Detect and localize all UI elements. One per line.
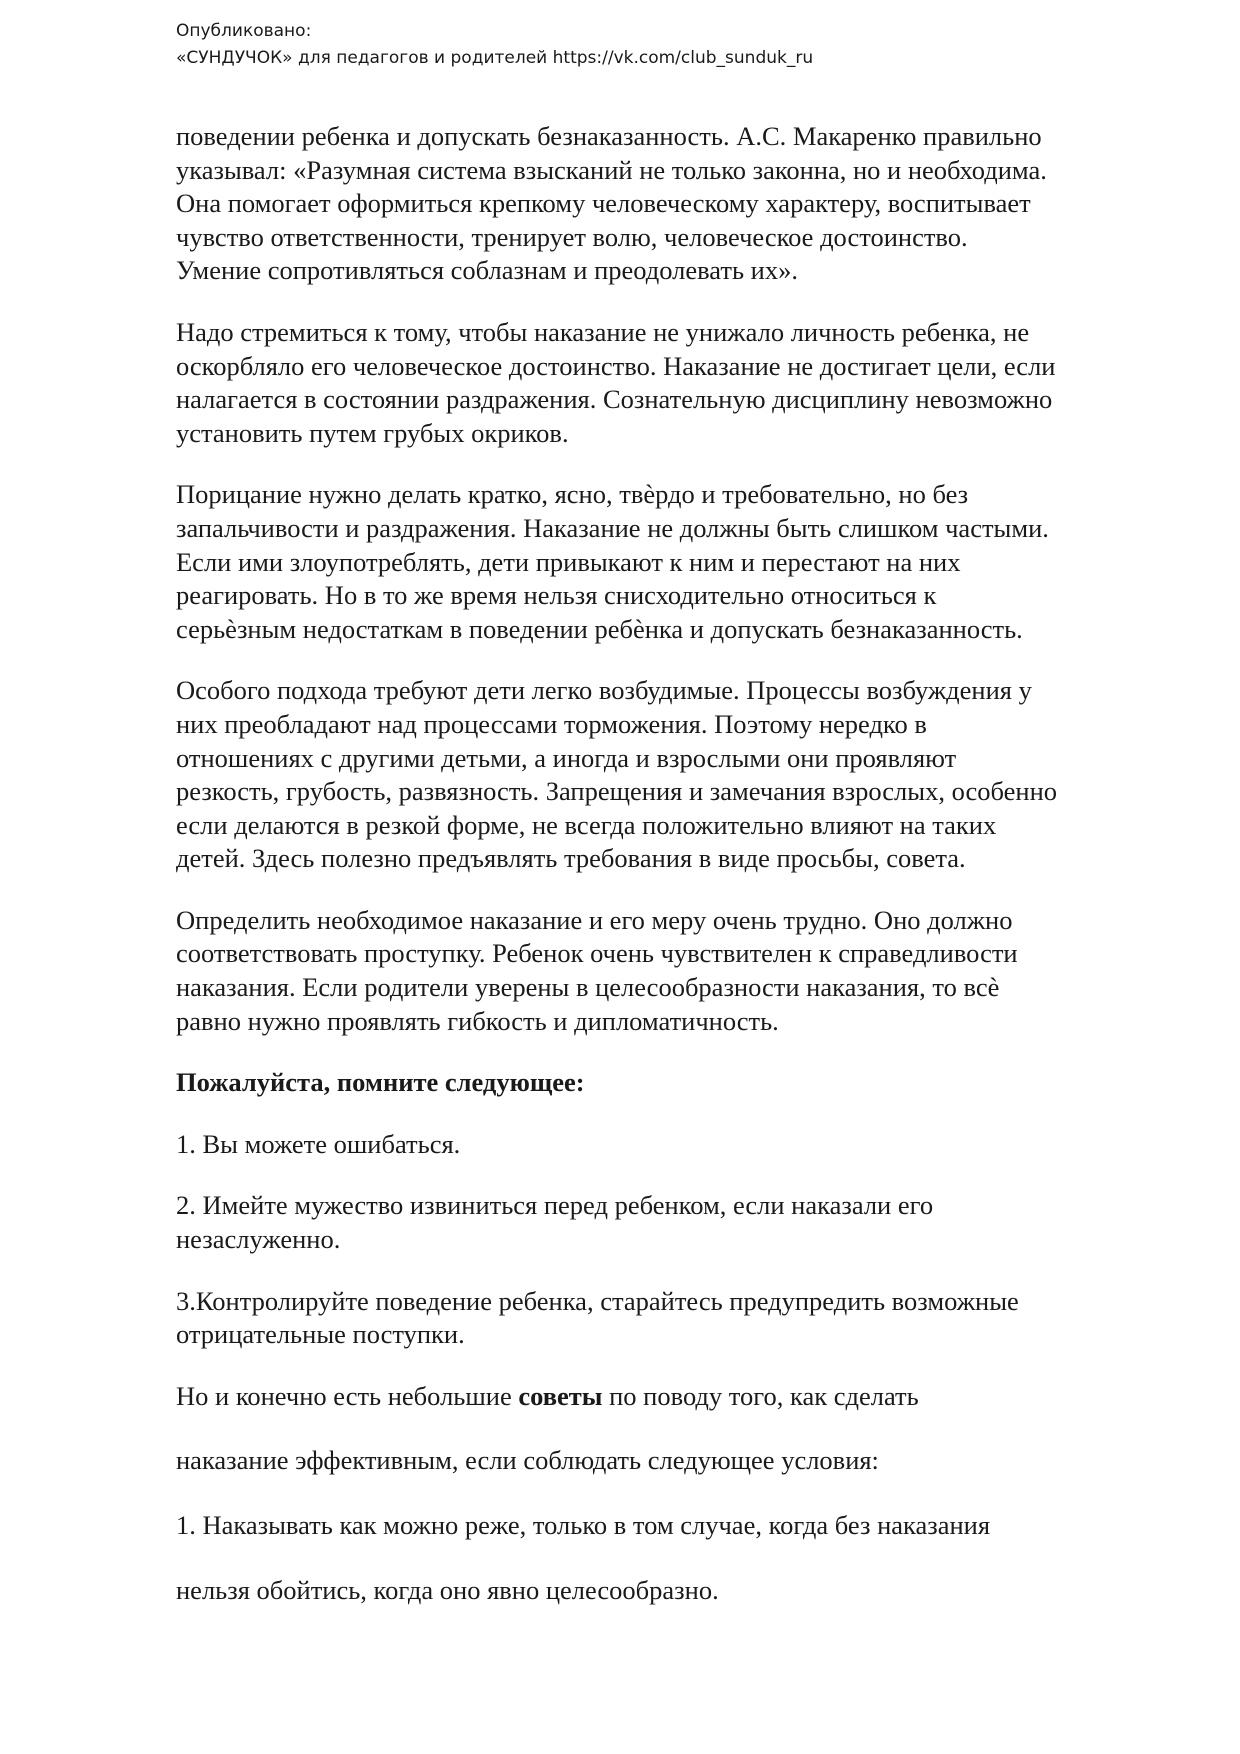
text-line: Если ими злоупотреблять, дети привыкают к ним и перестают на них — [176, 546, 961, 577]
text-line: Определить необходимое наказание и его меру очень трудно. Оно должно — [176, 904, 1013, 935]
header-published-label: Опубликовано: — [176, 21, 312, 41]
header-source-line: «СУНДУЧОК» для педагогов и родителей https://vk.com/club_sunduk_ru — [176, 48, 814, 68]
paragraph — [176, 120, 1166, 288]
paragraph — [176, 478, 1166, 646]
text-line: отношениях с другими детьми, а иногда и взрослыми они проявляют — [176, 742, 957, 773]
list-item-text: 1. Вы можете ошибаться. — [176, 1128, 461, 1159]
text-line: Она помогает оформиться крепкому человеческому характеру, воспитывает — [176, 188, 1031, 219]
list-item-text: 2. Имейте мужество извиниться перед ребенком, если наказали его — [176, 1190, 934, 1221]
advice-item: нельзя обойтись, когда оно явно целесообразно. — [176, 1574, 719, 1605]
text-line: соответствовать проступку. Ребенок очень чувствителен к справедливости — [176, 938, 1018, 969]
text-line: налагается в состоянии раздражения. Сознательную дисциплину невозможно — [176, 384, 1053, 415]
advice-intro — [176, 1380, 1166, 1414]
text-line: наказания. Если родители уверены в целесообразности наказания, то всѐ — [176, 972, 1000, 1003]
advice-intro-after: по поводу того, как сделать — [602, 1380, 919, 1411]
list-item — [176, 1285, 1166, 1352]
list-item-text: незаслуженно. — [176, 1224, 341, 1255]
text-line: детей. Здесь полезно предъявлять требования в виде просьбы, совета. — [176, 843, 966, 874]
publication-header — [176, 18, 813, 72]
text-line: реагировать. Но в то же время нельзя снисходительно относиться к — [176, 580, 937, 611]
document-body — [176, 120, 1166, 1607]
text-line: если делаются в резкой форме, не всегда положительно влияют на таких — [176, 809, 997, 840]
remember-heading: Пожалуйста, помните следующее: — [176, 1067, 585, 1098]
paragraph — [176, 316, 1166, 450]
text-line: поведении ребенка и допускать безнаказанность. А.С. Макаренко правильно — [176, 121, 1042, 151]
list-item-text: 3.Контролируйте поведение ребенка, старайтесь предупредить возможные — [176, 1285, 1019, 1316]
text-line: них преобладают над процессами торможения. Поэтому нередко в — [176, 708, 927, 739]
text-line: серьѐзным недостаткам в поведении ребѐнка и допускать безнаказанность. — [176, 613, 1023, 644]
text-line: запальчивости и раздражения. Наказание не должны быть слишком частыми. — [176, 512, 1049, 543]
advice-item: 1. Наказывать как можно реже, только в том случае, когда без наказания — [176, 1510, 991, 1540]
list-item-text: отрицательные поступки. — [176, 1319, 465, 1350]
text-line: равно нужно проявлять гибкость и дипломатичность. — [176, 1005, 779, 1036]
text-line: Порицание нужно делать кратко, ясно, твѐрдо и требовательно, но без — [176, 479, 969, 510]
paragraph — [176, 904, 1166, 1038]
advice-intro-before: Но и конечно есть небольшие — [176, 1380, 519, 1411]
text-line: Особого подхода требуют дети легко возбудимые. Процессы возбуждения у — [176, 675, 1032, 706]
advice-intro-bold: советы — [518, 1380, 603, 1411]
text-line: Умение сопротивляться соблазнам и преодолевать их». — [176, 255, 798, 286]
text-line: установить путем грубых окриков. — [176, 417, 569, 448]
text-line: указывал: «Разумная система взысканий не только законна, но и необходима. — [176, 154, 1047, 185]
advice-line: наказание эффективным, если соблюдать следующее условия: — [176, 1445, 879, 1476]
text-line: резкость, грубость, развязность. Запрещения и замечания взрослых, особенно — [176, 776, 1057, 807]
paragraph — [176, 674, 1166, 876]
list-item — [176, 1128, 1166, 1162]
list-item — [176, 1189, 1166, 1256]
text-line: оскорбляло его человеческое достоинство. Наказание не достигает цели, если — [176, 350, 1056, 381]
text-line: Надо стремиться к тому, чтобы наказание не унижало личность ребенка, не — [176, 316, 1030, 347]
text-line: чувство ответственности, тренирует волю, человеческое достоинство. — [176, 221, 968, 252]
